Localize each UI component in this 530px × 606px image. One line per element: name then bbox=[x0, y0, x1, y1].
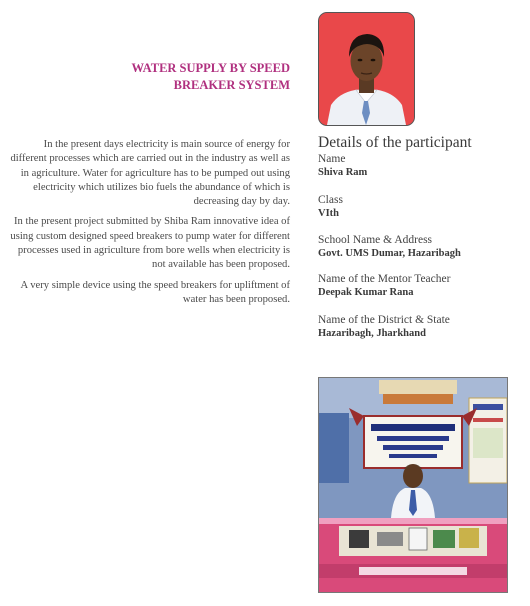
class-value: VIth bbox=[318, 208, 340, 219]
description-paragraph-1: In the present days electricity is main source of energy for different processes which are carried out in the industry as well as in agriculture. Water for agriculture has to be pumped out using electricity which utilizes bio fuels the abundance of which is decreasing day by day. bbox=[10, 139, 290, 208]
participant-portrait-photo bbox=[318, 12, 415, 126]
mentor-value: Deepak Kumar Rana bbox=[318, 287, 414, 298]
project-description bbox=[10, 138, 290, 313]
mentor-label: Name of the Mentor Teacher bbox=[318, 273, 451, 285]
district-label: Name of the District & State bbox=[318, 314, 450, 326]
project-exhibit-photo bbox=[318, 377, 508, 593]
detail-school bbox=[318, 234, 461, 260]
project-title-line-2: BREAKER SYSTEM bbox=[173, 78, 290, 92]
school-label: School Name & Address bbox=[318, 234, 433, 246]
name-label: Name bbox=[318, 153, 346, 165]
detail-mentor bbox=[318, 273, 450, 299]
description-paragraph-3: A very simple device using the speed breakers for upliftment of water has been proposed. bbox=[20, 279, 290, 305]
participant-details-heading: Details of the participant bbox=[318, 134, 472, 151]
project-title-line-1: WATER SUPPLY BY SPEED bbox=[131, 61, 290, 75]
detail-district bbox=[318, 314, 450, 340]
district-value: Hazaribagh, Jharkhand bbox=[318, 328, 426, 339]
class-label: Class bbox=[318, 194, 343, 206]
detail-class bbox=[318, 194, 343, 220]
project-title bbox=[60, 60, 290, 94]
school-value: Govt. UMS Dumar, Hazaribagh bbox=[318, 248, 461, 259]
detail-name bbox=[318, 153, 367, 179]
name-value: Shiva Ram bbox=[318, 167, 368, 178]
description-paragraph-2: In the present project submitted by Shiba Ram innovative idea of using custom designed speed breakers to pump water for different processes used in agriculture from bore wells when electricity is not available has been proposed. bbox=[10, 216, 290, 271]
